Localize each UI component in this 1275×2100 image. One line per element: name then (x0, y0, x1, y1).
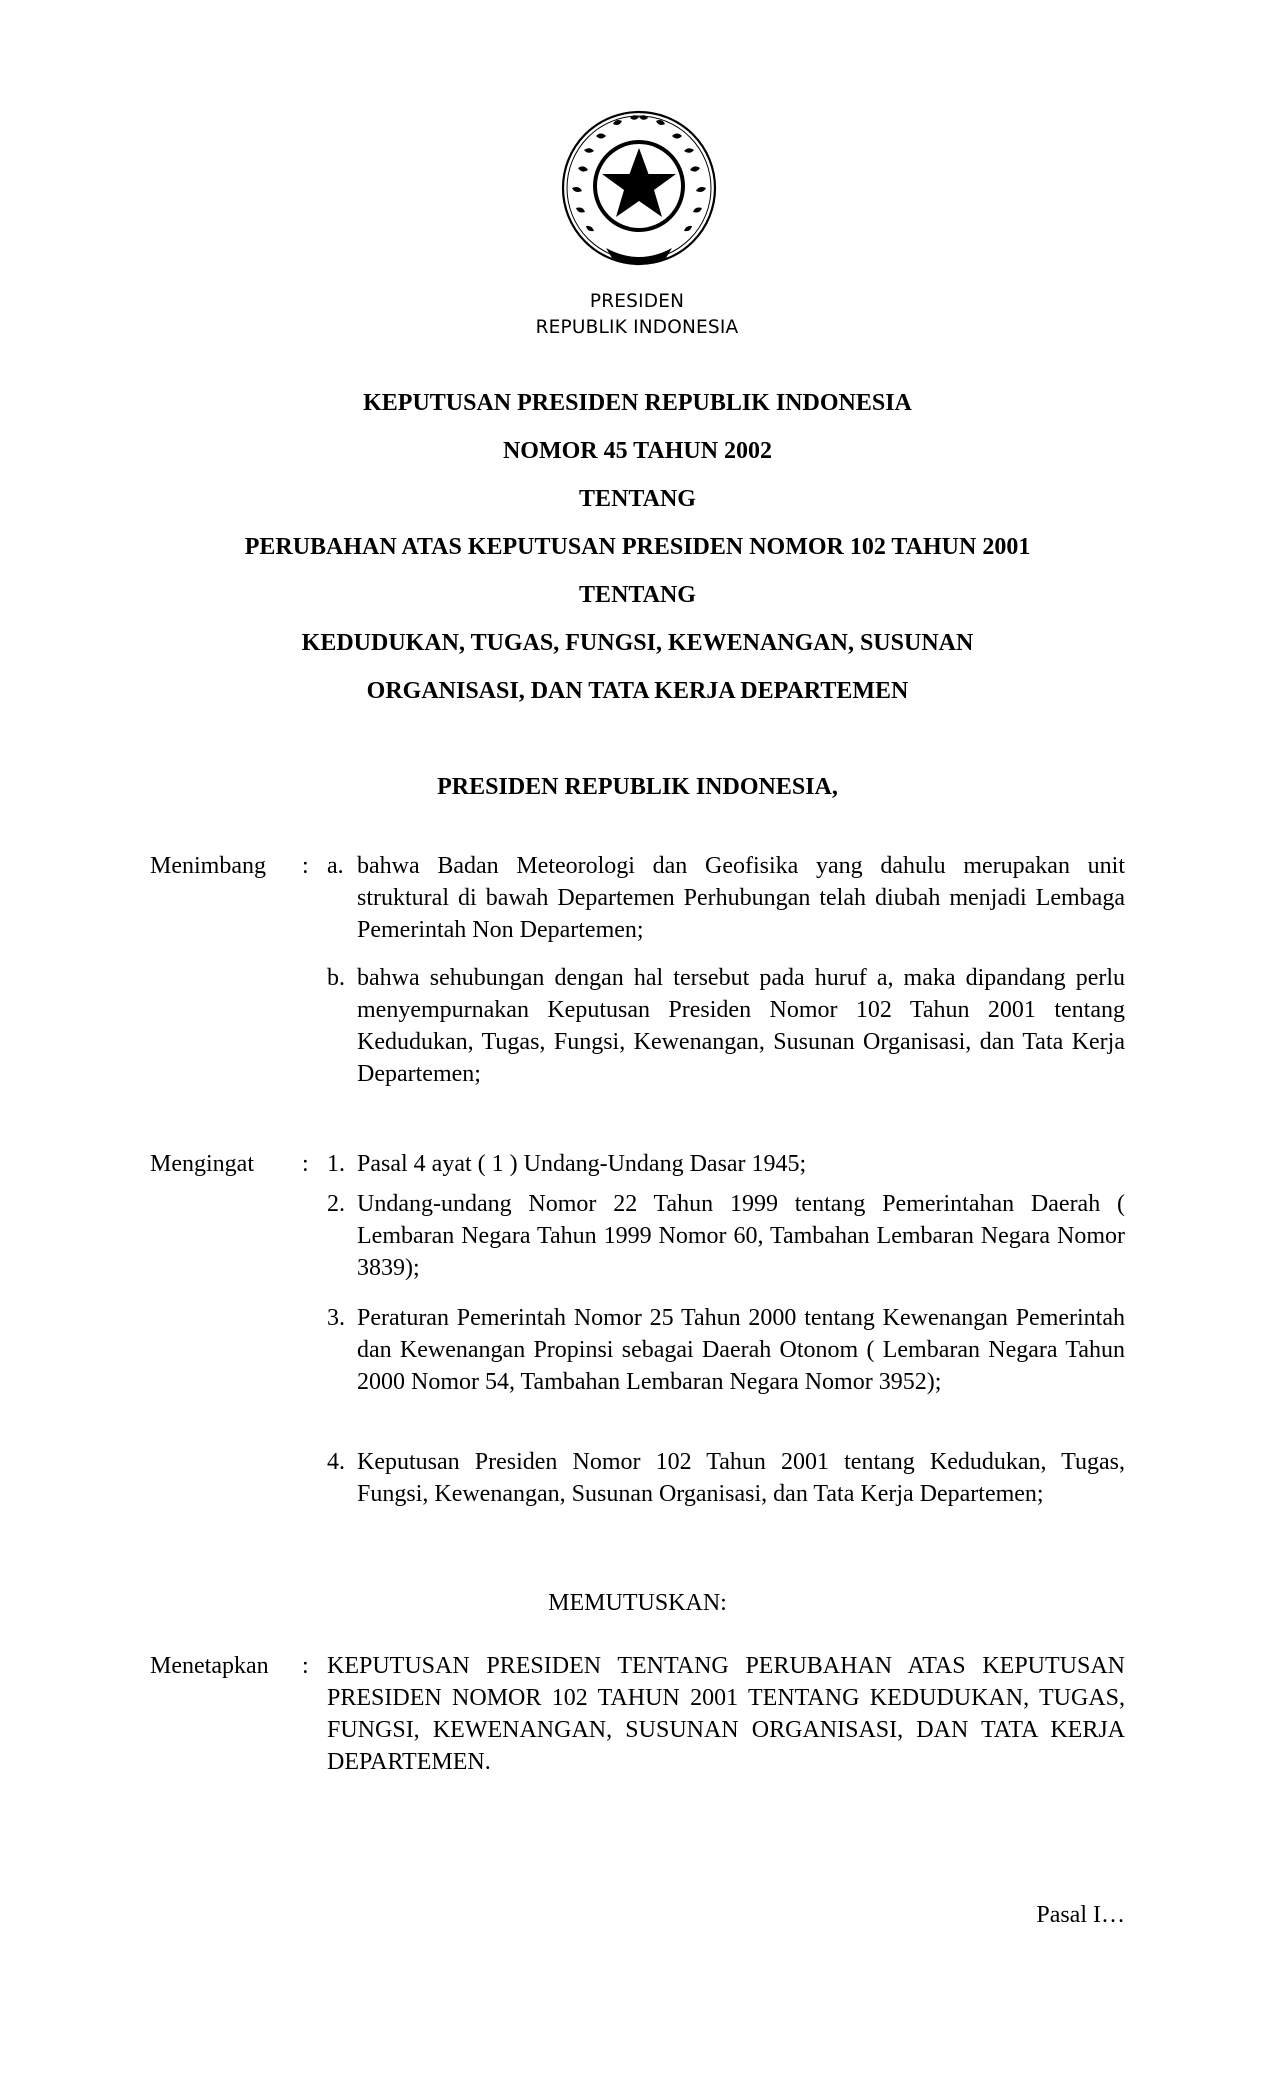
mengingat-item-3 (327, 1302, 1125, 1398)
item-text: bahwa sehubungan dengan hal tersebut pada huruf a, maka dipandang perlu menyempurnakan Keputusan Presiden Nomor 102 Tahun 2001 tentang Kedudukan, Tugas, Fungsi, Kewenangan, Susunan Organisasi, dan Tata Kerja Departemen; (357, 965, 1125, 1087)
letterhead-line-2: REPUBLIK INDONESIA (535, 317, 739, 338)
amendment-title: PERUBAHAN ATAS KEPUTUSAN PRESIDEN NOMOR 102 TAHUN 2001 (244, 534, 1031, 560)
mengingat-label: Mengingat (150, 1151, 254, 1177)
item-text: Undang-undang Nomor 22 Tahun 1999 tentang Pemerintahan Daerah ( Lembaran Negara Tahun 1999 Nomor 60, Tambahan Lembaran Negara Nomor 3839); (357, 1191, 1125, 1281)
letterhead-line-1: PRESIDEN (589, 291, 685, 312)
menetapkan-label: Menetapkan (150, 1653, 269, 1679)
decree-title: KEPUTUSAN PRESIDEN REPUBLIK INDONESIA (363, 390, 912, 416)
subject-line-2: ORGANISASI, DAN TATA KERJA DEPARTEMEN (366, 678, 909, 704)
menetapkan-colon: : (302, 1653, 309, 1679)
mengingat-item-1 (327, 1148, 1125, 1180)
item-text: bahwa Badan Meteorologi dan Geofisika yang dahulu merupakan unit struktural di bawah Departemen Perhubungan telah diubah menjadi Lembaga Pemerintah Non Departemen; (357, 853, 1125, 943)
title-tentang-2: TENTANG (579, 582, 696, 608)
item-marker: b. (327, 965, 345, 991)
memutuskan-heading: MEMUTUSKAN: (548, 1590, 727, 1616)
decree-number: NOMOR 45 TAHUN 2002 (502, 438, 773, 464)
menimbang-colon: : (302, 853, 309, 879)
presidential-seal-icon (558, 108, 720, 273)
president-heading: PRESIDEN REPUBLIK INDONESIA, (437, 774, 838, 800)
item-marker: 1. (327, 1151, 345, 1177)
item-marker: 4. (327, 1449, 345, 1475)
item-marker: a. (327, 853, 344, 879)
item-marker: 2. (327, 1191, 345, 1217)
subject-line-1: KEDUDUKAN, TUGAS, FUNGSI, KEWENANGAN, SUSUNAN (301, 630, 974, 656)
menimbang-item-b (327, 962, 1125, 1090)
item-marker: 3. (327, 1305, 345, 1331)
title-tentang-1: TENTANG (579, 486, 696, 512)
menimbang-label: Menimbang (150, 853, 266, 879)
mengingat-item-4 (327, 1446, 1125, 1510)
item-text: Pasal 4 ayat ( 1 ) Undang-Undang Dasar 1945; (357, 1151, 807, 1177)
mengingat-item-2 (327, 1188, 1125, 1284)
mengingat-colon: : (302, 1151, 309, 1177)
item-text: Keputusan Presiden Nomor 102 Tahun 2001 tentang Kedudukan, Tugas, Fungsi, Kewenangan, Susunan Organisasi, dan Tata Kerja Departemen; (357, 1449, 1125, 1507)
item-text: Peraturan Pemerintah Nomor 25 Tahun 2000 tentang Kewenangan Pemerintah dan Kewenangan Propinsi sebagai Daerah Otonom ( Lembaran Negara Tahun 2000 Nomor 54, Tambahan Lembaran Negara Nomor 3952); (357, 1305, 1125, 1395)
page-continuation: Pasal I… (1036, 1902, 1125, 1928)
menimbang-item-a (327, 850, 1125, 946)
menetapkan-text: KEPUTUSAN PRESIDEN TENTANG PERUBAHAN ATAS KEPUTUSAN PRESIDEN NOMOR 102 TAHUN 2001 TENTANG KEDUDUKAN, TUGAS, FUNGSI, KEWENANGAN, SUSUNAN ORGANISASI, DAN TATA KERJA DEPARTEMEN. (327, 1653, 1125, 1775)
